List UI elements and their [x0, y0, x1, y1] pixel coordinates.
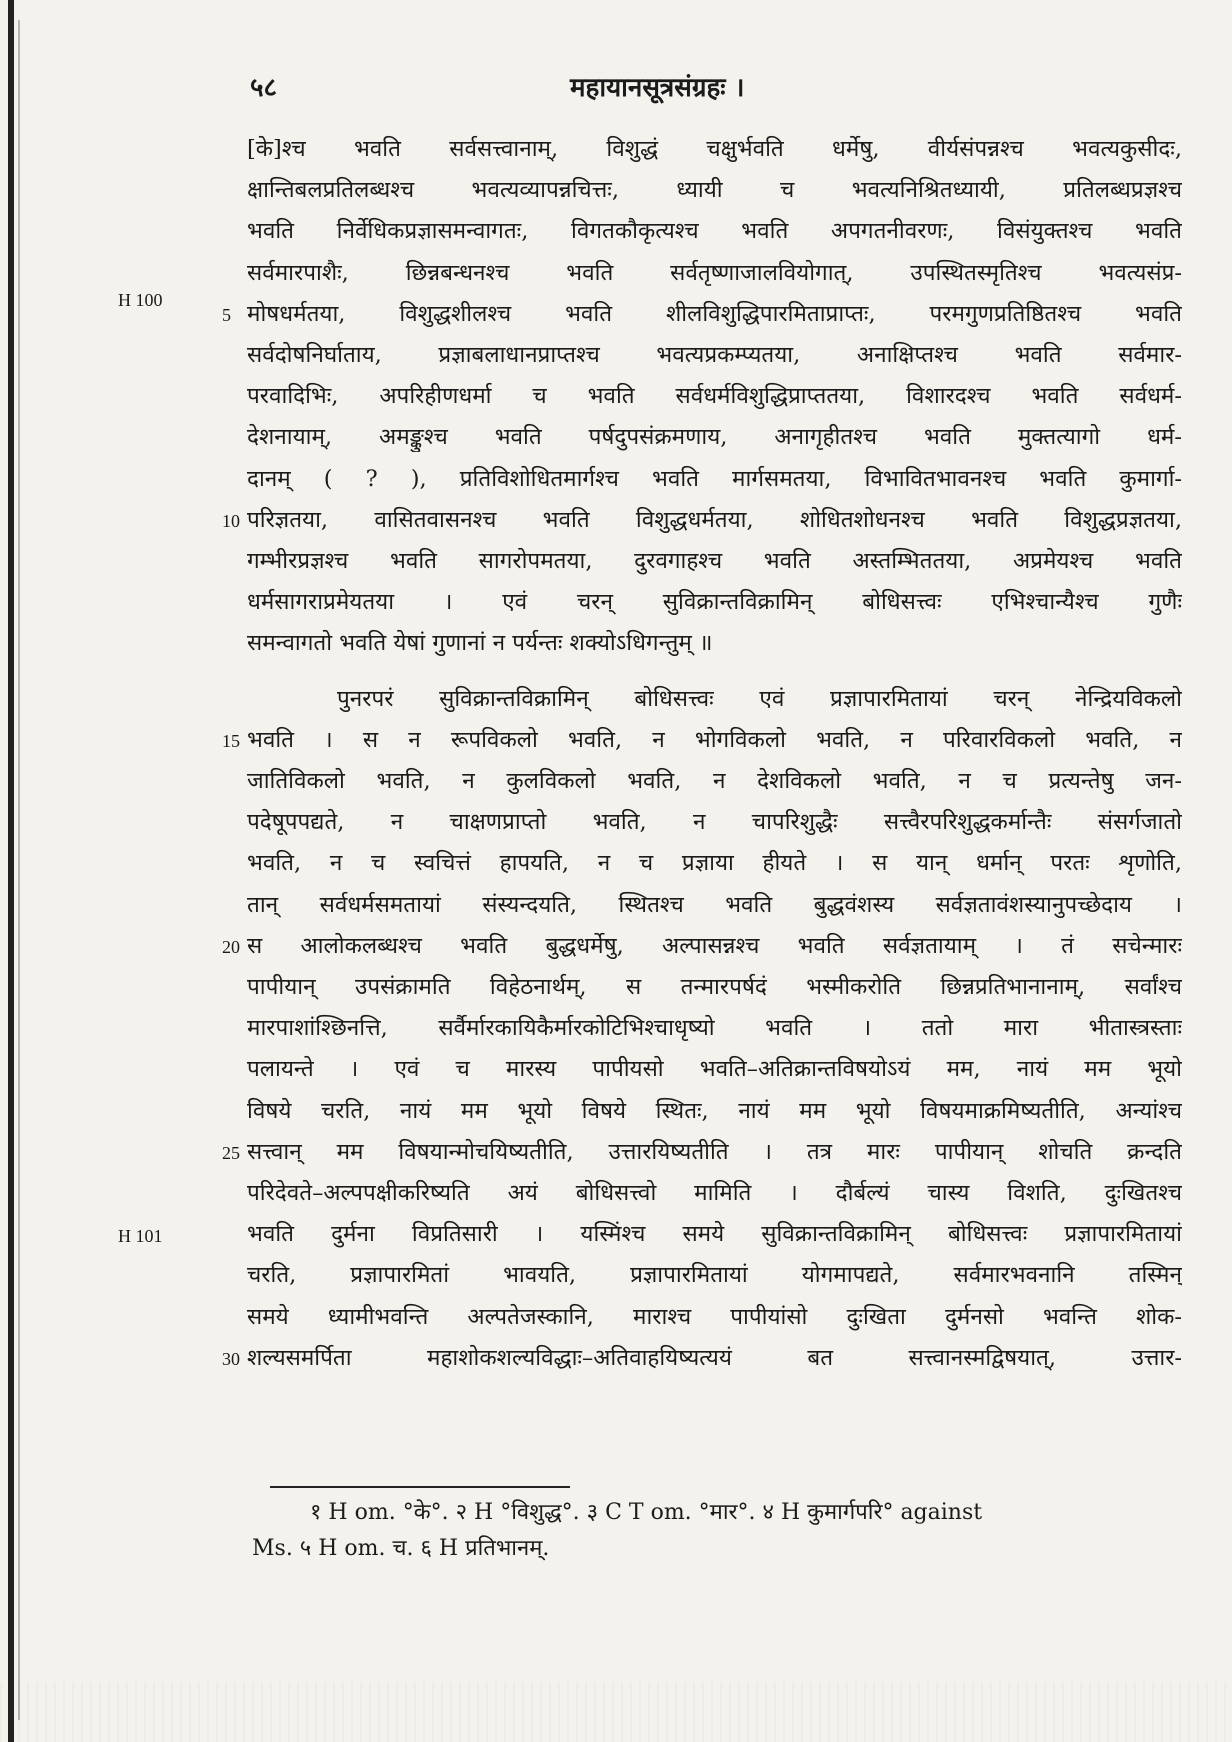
text-line: मारपाशांश्छिनत्ति, सर्वैर्मारकायिकैर्मारकोटिभिश्चाधृष्यो भवति । ततो मारा भीतास्त्रस्ताः — [247, 1015, 1182, 1042]
footnote-line-1: १ H om. °के°. २ H °विशुद्ध°. ३ C T om. °मार°. ४ H कुमार्गपरि° against — [310, 1500, 983, 1525]
text-line: शल्यसमर्पिता महाशोकशल्यविद्धाः–अतिवाहयिष्यत्ययं बत सत्त्वानस्मद्विषयात्, उत्तार- — [247, 1344, 1182, 1371]
footnote-rule — [270, 1486, 570, 1488]
footnote-line-2: Ms. ५ H om. च. ६ H प्रतिभानम्. — [252, 1536, 550, 1561]
text-line: चरति, प्रज्ञापारमितां भावयति, प्रज्ञापारमितायां योगमापद्यते, सर्वमारभवनानि तस्मिन् — [247, 1262, 1182, 1289]
text-line: भवति निर्वेधिकप्रज्ञासमन्वागतः, विगतकौकृत्यश्च भवति अपगतनीवरणः, विसंयुक्तश्च भवति — [247, 218, 1182, 245]
text-line: गम्भीरप्रज्ञश्च भवति सागरोपमतया, दुरवगाहश्च भवति अस्तम्भिततया, अप्रमेयश्च भवति — [247, 548, 1182, 574]
line-number: 30 — [222, 1348, 240, 1369]
text-line: भवति दुर्मना विप्रतिसारी । यस्मिंश्च समये सुविक्रान्तविक्रामिन् बोधिसत्त्वः प्रज्ञापारमितायां — [247, 1221, 1182, 1248]
page-number: ५८ — [250, 73, 278, 103]
line-number: 5 — [222, 304, 231, 325]
text-line: समन्वागतो भवति येषां गुणानां न पर्यन्तः शक्योऽधिगन्तुम् ॥ — [247, 630, 713, 657]
page-header — [250, 68, 1180, 108]
line-number: 20 — [222, 936, 240, 957]
text-line: स आलोकलब्धश्च भवति बुद्धधर्मेषु, अल्पासन्नश्च भवति सर्वज्ञतायाम् । तं सचेन्मारः — [247, 932, 1182, 959]
scan-noise — [0, 1682, 1232, 1742]
text-line: पुनरपरं सुविक्रान्तविक्रामिन् बोधिसत्त्वः एवं प्रज्ञापारमितायां चरन् नेन्द्रियविकलो — [337, 685, 1182, 712]
line-number: 10 — [222, 510, 240, 531]
scan-edge — [8, 0, 14, 1742]
running-title: महायानसूत्रसंग्रहः । — [570, 73, 745, 103]
text-line: पापीयान् उपसंक्रामति विहेठनार्थम्, स तन्मारपर्षदं भस्मीकरोति छिन्नप्रतिभानानाम्, सर्वांश्च — [247, 974, 1182, 1000]
line-number: 15 — [222, 730, 240, 751]
text-line: भवति । स न रूपविकलो भवति, न भोगविकलो भवति, न परिवारविकलो भवति, न — [247, 726, 1182, 753]
margin-ref-1: H 100 — [118, 290, 163, 310]
margin-ref-2: H 101 — [118, 1226, 163, 1246]
line-number: 25 — [222, 1142, 240, 1163]
text-line: मोषधर्मतया, विशुद्धशीलश्च भवति शीलविशुद्धिपारमिताप्राप्तः, परमगुणप्रतिष्ठितश्च भवति — [247, 300, 1182, 327]
text-line: [के]श्च भवति सर्वसत्त्वानाम्, विशुद्धं चक्षुर्भवति धर्मेषु, वीर्यसंपन्नश्च भवत्यकुसीदः, — [247, 136, 1182, 162]
text-line: देशनायाम्, अमङ्कुश्च भवति पर्षदुपसंक्रमणाय, अनागृहीतश्च भवति मुक्तत्यागो धर्म- — [247, 424, 1182, 451]
text-line: समये ध्यामीभवन्ति अल्पतेजस्कानि, माराश्च पापीयांसो दुःखिता दुर्मनसो भवन्ति शोक- — [247, 1303, 1182, 1330]
text-line: भवति, न च स्वचित्तं हापयति, न च प्रज्ञाया हीयते । स यान् धर्मान् परतः शृणोति, — [247, 850, 1182, 877]
text-line: विषये चरति, नायं मम भूयो विषये स्थितः, नायं मम भूयो विषयमाक्रमिष्यतीति, अन्यांश्च — [247, 1097, 1182, 1124]
text-line: सत्त्वान् मम विषयान्मोचयिष्यतीति, उत्तारयिष्यतीति । तत्र मारः पापीयान् शोचति क्रन्दति — [247, 1138, 1182, 1165]
text-line: परिज्ञतया, वासितवासनश्च भवति विशुद्धधर्मतया, शोधितशोधनश्च भवति विशुद्धप्रज्ञतया, — [247, 506, 1182, 533]
text-line: पलायन्ते । एवं च मारस्य पापीयसो भवति–अतिक्रान्तविषयोऽयं मम, नायं मम भूयो — [247, 1056, 1182, 1083]
text-line: जातिविकलो भवति, न कुलविकलो भवति, न देशविकलो भवति, न च प्रत्यन्तेषु जन- — [247, 768, 1182, 794]
text-line: सर्वमारपाशैः, छिन्नबन्धनश्च भवति सर्वतृष्णाजालवियोगात्, उपस्थितस्मृतिश्च भवत्यसंप्र- — [247, 259, 1182, 286]
scan-edge-shadow — [18, 20, 20, 1720]
text-line: दानम् ( ? ), प्रतिविशोधितमार्गश्च भवति मार्गसमतया, विभावितभावनश्च भवति कुमार्गा- — [247, 465, 1182, 492]
text-line: क्षान्तिबलप्रतिलब्धश्च भवत्यव्यापन्नचित्तः, ध्यायी च भवत्यनिश्रितध्यायी, प्रतिलब्धप्रज्ञश्च — [247, 177, 1182, 204]
text-line: पदेषूपपद्यते, न चाक्षणप्राप्तो भवति, न चापरिशुद्धैः सत्त्वैरपरिशुद्धकर्मान्तैः संसर्गजातो — [247, 809, 1182, 836]
text-line: धर्मसागराप्रमेयतया । एवं चरन् सुविक्रान्तविक्रामिन् बोधिसत्त्वः एभिश्चान्यैश्च गुणैः — [247, 589, 1182, 616]
text-line: तान् सर्वधर्मसमतायां संस्यन्दयति, स्थितश्च भवति बुद्धवंशस्य सर्वज्ञतावंशस्यानुपच्छेदाय । — [247, 891, 1182, 918]
text-line: परिदेवते–अल्पपक्षीकरिष्यति अयं बोधिसत्त्वो मामिति । दौर्बल्यं चास्य विशति, दुःखितश्च — [247, 1180, 1182, 1206]
text-line: परवादिभिः, अपरिहीणधर्मा च भवति सर्वधर्मविशुद्धिप्राप्ततया, विशारदश्च भवति सर्वधर्म- — [247, 383, 1182, 410]
text-line: सर्वदोषनिर्घाताय, प्रज्ञाबलाधानप्राप्तश्च भवत्यप्रकम्प्यतया, अनाक्षिप्तश्च भवति सर्वमार- — [247, 342, 1182, 368]
